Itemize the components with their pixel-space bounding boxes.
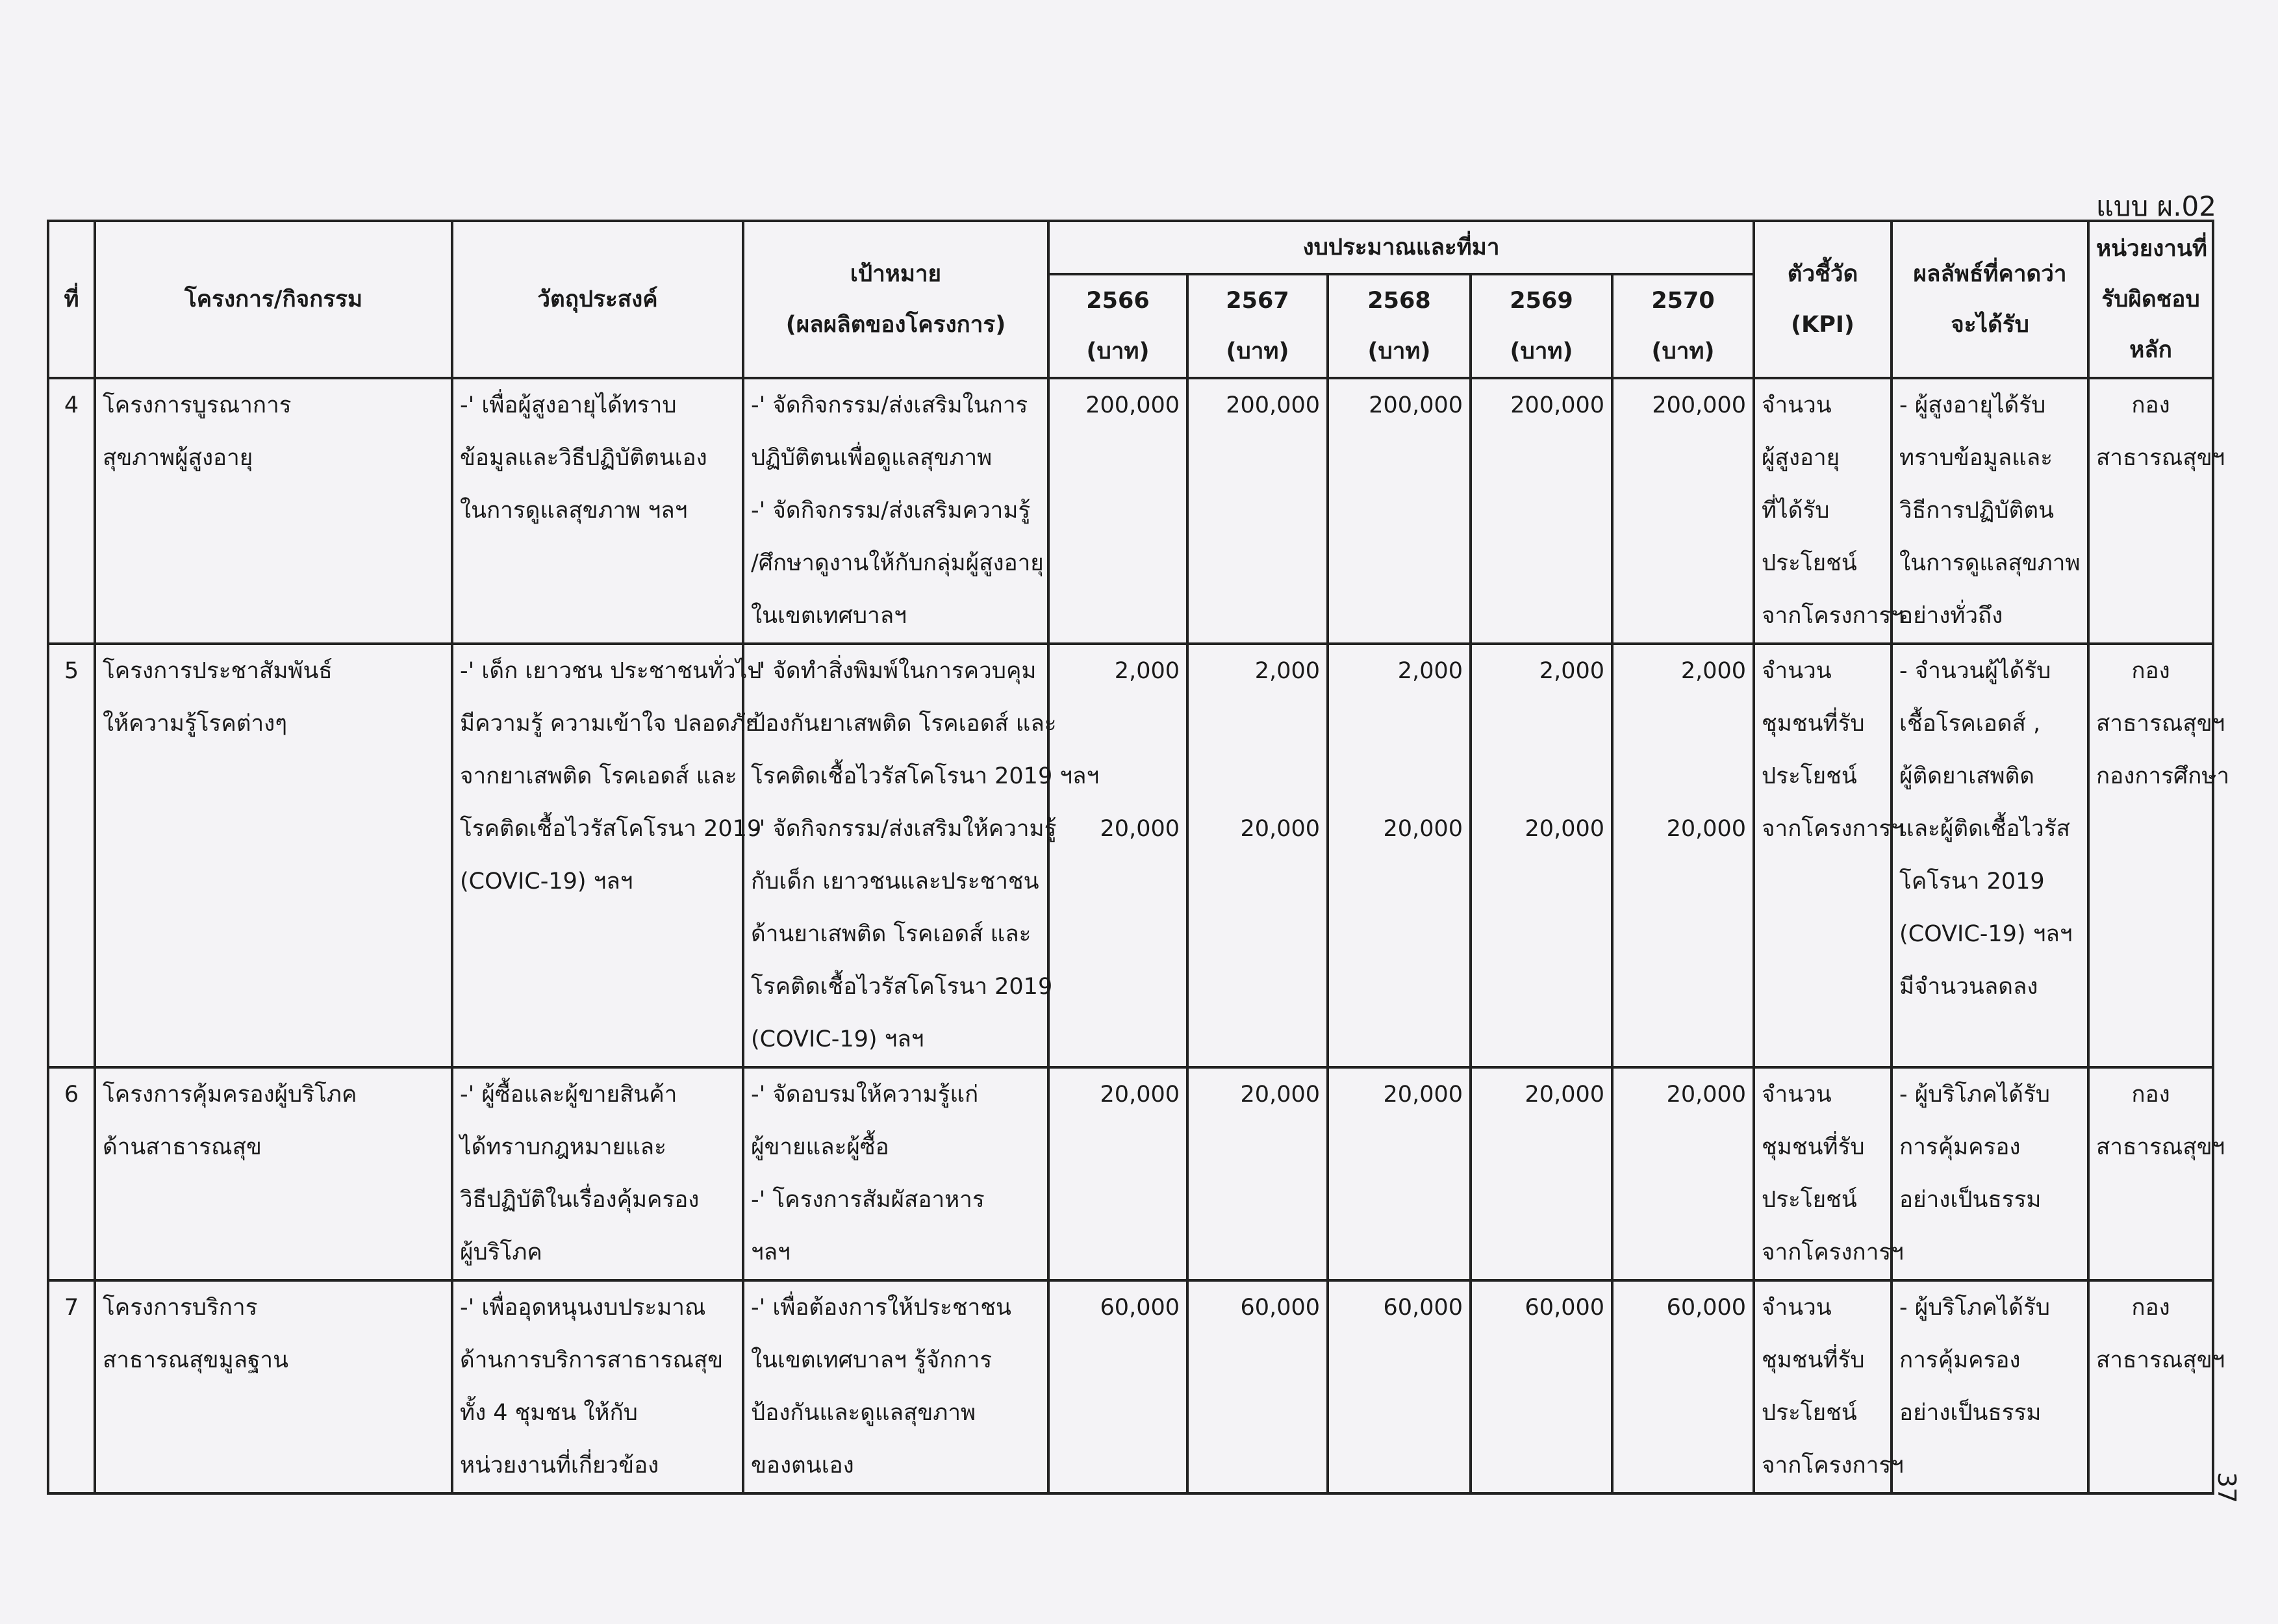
target-cell bbox=[743, 1280, 1048, 1493]
table-row bbox=[48, 1067, 2213, 1280]
result-line: ทราบข้อมูลและ bbox=[1899, 445, 2053, 471]
budget-amount bbox=[1328, 378, 1471, 644]
objective-line: -' เพื่ออุดหนุนงบประมาณ bbox=[460, 1295, 706, 1321]
target-line: ปฏิบัติตนเพื่อดูแลสุขภาพ bbox=[751, 445, 993, 471]
target-cell bbox=[743, 1067, 1048, 1280]
result-cell bbox=[1892, 1067, 2088, 1280]
header-target-line1: เป้าหมาย bbox=[850, 261, 942, 287]
budget-amount-value: 200,000 bbox=[1369, 392, 1463, 418]
result-cell bbox=[1892, 644, 2088, 1067]
target-line: -' จัดกิจกรรม/ส่งเสริมความรู้ bbox=[751, 498, 1031, 524]
kpi-line: จากโครงการฯ bbox=[1762, 1453, 1904, 1478]
header-result bbox=[1892, 221, 2088, 378]
row-number: 7 bbox=[48, 1280, 95, 1493]
objective-line: หน่วยงานที่เกี่ยวข้อง bbox=[460, 1453, 659, 1478]
budget-amount-value: 20,000 bbox=[1100, 1082, 1180, 1108]
project-cell bbox=[95, 1067, 452, 1280]
objective-line: ทั้ง 4 ชุมชน ให้กับ bbox=[460, 1400, 638, 1426]
responsible-unit-line: กองการศึกษา bbox=[2096, 763, 2230, 789]
project-line: สุขภาพผู้สูงอายุ bbox=[103, 445, 253, 471]
result-cell bbox=[1892, 1280, 2088, 1493]
spacer bbox=[1620, 698, 1746, 803]
budget-amount-value: 200,000 bbox=[1510, 392, 1604, 418]
table-row bbox=[48, 1280, 2213, 1493]
header-unit-line3: หลัก bbox=[2129, 337, 2172, 363]
budget-amount bbox=[1328, 1280, 1471, 1493]
budget-amount-value: 60,000 bbox=[1240, 1295, 1320, 1321]
budget-amount bbox=[1048, 378, 1187, 644]
result-line: โคโรนา 2019 bbox=[1899, 869, 2045, 894]
target-line: กับเด็ก เยาวชนและประชาชน bbox=[751, 869, 1039, 894]
target-cell bbox=[743, 644, 1100, 1067]
target-line: /ศึกษาดูงานให้กับกลุ่มผู้สูงอายุ bbox=[751, 550, 1044, 576]
spacer bbox=[1478, 698, 1604, 803]
result-cell bbox=[1892, 378, 2088, 644]
header-kpi-line1: ตัวชี้วัด bbox=[1787, 261, 1858, 287]
objective-line: -' เพื่อผู้สูงอายุได้ทราบ bbox=[460, 392, 677, 418]
result-line: มีจำนวนลดลง bbox=[1899, 974, 2038, 1000]
budget-amount bbox=[1048, 644, 1187, 1067]
table-row bbox=[48, 378, 2213, 644]
project-line: โครงการประชาสัมพันธ์ bbox=[103, 658, 333, 684]
budget-amount-value: 20,000 bbox=[1666, 1082, 1747, 1108]
target-line: ของตนเอง bbox=[751, 1453, 854, 1478]
target-line: ป้องกันและดูแลสุขภาพ bbox=[751, 1400, 976, 1426]
budget-amount-value: 2,000 bbox=[1397, 658, 1463, 684]
budget-amount-value: 20,000 bbox=[1240, 1082, 1320, 1108]
budget-amount-value: 200,000 bbox=[1226, 392, 1320, 418]
budget-amount bbox=[1471, 1067, 1612, 1280]
budget-amount bbox=[1328, 1067, 1471, 1280]
objective-line: จากยาเสพติด โรคเอดส์ และ bbox=[460, 763, 737, 789]
budget-amount bbox=[1048, 1280, 1187, 1493]
target-line: -' เพื่อต้องการให้ประชาชน bbox=[751, 1295, 1011, 1321]
table-header bbox=[48, 221, 2213, 378]
kpi-cell bbox=[1754, 378, 1904, 644]
target-line: ผู้ขายและผู้ซื้อ bbox=[751, 1134, 889, 1160]
header-year-2570: 2570 (บาท) bbox=[1612, 274, 1754, 378]
header-kpi-line2: (KPI) bbox=[1791, 312, 1854, 338]
budget-amount bbox=[1328, 644, 1471, 1067]
kpi-line: จำนวน bbox=[1762, 658, 1832, 684]
result-line: (COVIC-19) ฯลฯ bbox=[1899, 921, 2073, 947]
target-cell bbox=[743, 378, 1048, 644]
budget-amount-value-secondary: 20,000 bbox=[1525, 816, 1604, 842]
header-year-2566: 2566 (บาท) bbox=[1048, 274, 1187, 378]
budget-amount-value: 60,000 bbox=[1666, 1295, 1747, 1321]
kpi-line: จำนวน bbox=[1762, 392, 1832, 418]
page-number: 37 bbox=[2212, 1471, 2241, 1504]
table-body bbox=[48, 378, 2230, 1493]
result-line: ในการดูแลสุขภาพ bbox=[1899, 550, 2081, 576]
objective-cell bbox=[452, 1280, 743, 1493]
budget-amount bbox=[1612, 1280, 1754, 1493]
target-line: ด้านยาเสพติด โรคเอดส์ และ bbox=[751, 921, 1031, 947]
result-line: อย่างเป็นธรรม bbox=[1899, 1400, 2042, 1426]
project-plan-table bbox=[47, 220, 2230, 1495]
kpi-line: ชุมชนที่รับ bbox=[1762, 1134, 1865, 1160]
project-cell bbox=[95, 1280, 452, 1493]
result-line: การคุ้มครอง bbox=[1899, 1347, 2021, 1373]
kpi-line: จำนวน bbox=[1762, 1295, 1832, 1321]
result-line: อย่างทั่วถึง bbox=[1899, 603, 2003, 629]
target-line: ป้องกันยาเสพติด โรคเอดส์ และ bbox=[751, 711, 1057, 737]
result-line: - ผู้บริโภคได้รับ bbox=[1899, 1082, 2050, 1108]
result-line: อย่างเป็นธรรม bbox=[1899, 1187, 2042, 1213]
header-target-line2: (ผลผลิตของโครงการ) bbox=[785, 312, 1006, 338]
budget-amount-value: 20,000 bbox=[1525, 1082, 1604, 1108]
project-line: โครงการบริการ bbox=[103, 1295, 258, 1321]
target-line: -' จัดกิจกรรม/ส่งเสริมในการ bbox=[751, 392, 1028, 418]
kpi-cell bbox=[1754, 1067, 1904, 1280]
responsible-unit-line: กอง bbox=[2131, 392, 2170, 418]
kpi-line: ประโยชน์ bbox=[1762, 763, 1857, 789]
responsible-unit-line: กอง bbox=[2131, 1295, 2170, 1321]
objective-line: ผู้บริโภค bbox=[460, 1239, 542, 1265]
header-result-line1: ผลลัพธ์ที่คาดว่า bbox=[1913, 261, 2067, 287]
responsible-unit-cell bbox=[2088, 1067, 2225, 1280]
project-cell bbox=[95, 644, 452, 1067]
budget-amount bbox=[1612, 644, 1754, 1067]
budget-amount bbox=[1187, 1280, 1328, 1493]
target-line: โรคติดเชื้อไวรัสโคโรนา 2019 ฯลฯ bbox=[751, 763, 1100, 789]
spacer bbox=[1335, 698, 1463, 803]
budget-amount-value: 200,000 bbox=[1085, 392, 1180, 418]
objective-line: ด้านการบริการสาธารณสุข bbox=[460, 1347, 724, 1373]
kpi-line: จากโครงการฯ bbox=[1762, 816, 1904, 842]
header-result-line2: จะได้รับ bbox=[1951, 312, 2029, 338]
objective-line: -' เด็ก เยาวชน ประชาชนทั่วไป bbox=[460, 658, 762, 684]
objective-line: วิธีปฏิบัติในเรื่องคุ้มครอง bbox=[460, 1187, 700, 1213]
budget-amount-value: 60,000 bbox=[1383, 1295, 1463, 1321]
target-line: โรคติดเชื้อไวรัสโคโรนา 2019 bbox=[751, 974, 1053, 1000]
responsible-unit-line: สาธารณสุขฯ bbox=[2096, 1134, 2225, 1160]
target-line: ฯลฯ bbox=[751, 1239, 791, 1265]
header-target bbox=[743, 221, 1048, 378]
responsible-unit-line: สาธารณสุขฯ bbox=[2096, 711, 2225, 737]
budget-amount-value: 2,000 bbox=[1114, 658, 1180, 684]
kpi-line: จำนวน bbox=[1762, 1082, 1832, 1108]
result-line: วิธีการปฏิบัติตน bbox=[1899, 498, 2055, 524]
budget-amount-value: 2,000 bbox=[1539, 658, 1604, 684]
result-line: ผู้ติดยาเสพติด bbox=[1899, 763, 2035, 789]
project-line: ให้ความรู้โรคต่างๆ bbox=[103, 711, 288, 737]
header-unit-line2: รับผิดชอบ bbox=[2101, 286, 2200, 312]
result-line: - จำนวนผู้ได้รับ bbox=[1899, 658, 2051, 684]
row-number: 5 bbox=[48, 644, 95, 1067]
target-line: -' โครงการสัมผัสอาหาร bbox=[751, 1187, 985, 1213]
kpi-line: ผู้สูงอายุ bbox=[1762, 445, 1840, 471]
budget-amount-value-secondary: 20,000 bbox=[1240, 816, 1320, 842]
kpi-line: ชุมชนที่รับ bbox=[1762, 1347, 1865, 1373]
target-line: -' จัดอบรมให้ความรู้แก่ bbox=[751, 1082, 979, 1108]
header-year-2569: 2569 (บาท) bbox=[1471, 274, 1612, 378]
budget-amount bbox=[1612, 1067, 1754, 1280]
budget-amount bbox=[1187, 1067, 1328, 1280]
result-line: การคุ้มครอง bbox=[1899, 1134, 2021, 1160]
objective-line: (COVIC-19) ฯลฯ bbox=[460, 869, 633, 894]
budget-amount bbox=[1048, 1067, 1187, 1280]
kpi-cell bbox=[1754, 644, 1904, 1067]
project-line: โครงการบูรณาการ bbox=[103, 392, 292, 418]
objective-cell bbox=[452, 378, 743, 644]
result-line: - ผู้สูงอายุได้รับ bbox=[1899, 392, 2046, 418]
result-line: เชื้อโรคเอดส์ , bbox=[1899, 711, 2041, 737]
budget-amount-value: 60,000 bbox=[1525, 1295, 1604, 1321]
spacer bbox=[1195, 698, 1320, 803]
objective-line: -' ผู้ซื้อและผู้ขายสินค้า bbox=[460, 1082, 677, 1108]
header-year-2567: 2567 (บาท) bbox=[1187, 274, 1328, 378]
objective-cell bbox=[452, 1067, 743, 1280]
target-line: -' จัดทำสิ่งพิมพ์ในการควบคุม bbox=[751, 658, 1037, 684]
kpi-cell bbox=[1754, 1280, 1904, 1493]
header-budget: งบประมาณและที่มา bbox=[1048, 221, 1754, 274]
budget-amount-value-secondary: 20,000 bbox=[1383, 816, 1463, 842]
budget-amount bbox=[1187, 378, 1328, 644]
row-number: 4 bbox=[48, 378, 95, 644]
kpi-line: ชุมชนที่รับ bbox=[1762, 711, 1865, 737]
budget-amount-value: 20,000 bbox=[1383, 1082, 1463, 1108]
project-cell bbox=[95, 378, 452, 644]
result-line: - ผู้บริโภคได้รับ bbox=[1899, 1295, 2050, 1321]
budget-amount bbox=[1471, 1280, 1612, 1493]
objective-line: โรคติดเชื้อไวรัสโคโรนา 2019 bbox=[460, 816, 762, 842]
target-line: (COVIC-19) ฯลฯ bbox=[751, 1026, 924, 1052]
header-responsible-unit bbox=[2088, 221, 2213, 378]
budget-amount-value: 2,000 bbox=[1254, 658, 1320, 684]
budget-amount-value-secondary: 20,000 bbox=[1666, 816, 1747, 842]
project-line: โครงการคุ้มครองผู้บริโภค bbox=[103, 1082, 357, 1108]
header-year-2568: 2568 (บาท) bbox=[1328, 274, 1471, 378]
responsible-unit-cell bbox=[2088, 644, 2230, 1067]
row-number: 6 bbox=[48, 1067, 95, 1280]
budget-amount-value: 2,000 bbox=[1680, 658, 1747, 684]
form-code: แบบ ผ.02 bbox=[2095, 190, 2216, 222]
responsible-unit-cell bbox=[2088, 378, 2225, 644]
target-line: ในเขตเทศบาลฯ bbox=[751, 603, 907, 629]
kpi-line: ประโยชน์ bbox=[1762, 1187, 1857, 1213]
table-row bbox=[48, 644, 2213, 1067]
budget-amount bbox=[1612, 378, 1754, 644]
header-objective: วัตถุประสงค์ bbox=[452, 221, 743, 378]
header-project: โครงการ/กิจกรรม bbox=[95, 221, 452, 378]
header-no: ที่ bbox=[48, 221, 95, 378]
kpi-line: จากโครงการฯ bbox=[1762, 1239, 1904, 1265]
budget-amount-value: 60,000 bbox=[1100, 1295, 1180, 1321]
project-line: สาธารณสุขมูลฐาน bbox=[103, 1347, 288, 1373]
objective-line: มีความรู้ ความเข้าใจ ปลอดภัย bbox=[460, 711, 759, 737]
responsible-unit-line: สาธารณสุขฯ bbox=[2096, 1347, 2225, 1373]
budget-amount bbox=[1187, 644, 1328, 1067]
kpi-line: ประโยชน์ bbox=[1762, 550, 1857, 576]
budget-amount bbox=[1471, 378, 1612, 644]
header-unit-line1: หน่วยงานที่ bbox=[2096, 236, 2207, 262]
responsible-unit-line: กอง bbox=[2131, 1082, 2170, 1108]
kpi-line: ที่ได้รับ bbox=[1762, 498, 1830, 524]
kpi-line: จากโครงการฯ bbox=[1762, 603, 1904, 629]
objective-line: ในการดูแลสุขภาพ ฯลฯ bbox=[460, 498, 688, 524]
objective-line: ข้อมูลและวิธีปฏิบัติตนเอง bbox=[460, 445, 707, 471]
header-kpi bbox=[1754, 221, 1892, 378]
responsible-unit-line: กอง bbox=[2131, 658, 2170, 684]
budget-amount bbox=[1471, 644, 1612, 1067]
responsible-unit-cell bbox=[2088, 1280, 2225, 1493]
target-line: -' จัดกิจกรรม/ส่งเสริมให้ความรู้ bbox=[751, 816, 1057, 842]
project-line: ด้านสาธารณสุข bbox=[103, 1134, 262, 1160]
kpi-line: ประโยชน์ bbox=[1762, 1400, 1857, 1426]
target-line: ในเขตเทศบาลฯ รู้จักการ bbox=[751, 1347, 993, 1373]
objective-cell bbox=[452, 644, 762, 1067]
budget-amount-value: 200,000 bbox=[1652, 392, 1747, 418]
budget-amount-value-secondary: 20,000 bbox=[1100, 816, 1180, 842]
objective-line: ได้ทราบกฎหมายและ bbox=[460, 1134, 666, 1160]
responsible-unit-line: สาธารณสุขฯ bbox=[2096, 445, 2225, 471]
result-line: และผู้ติดเชื้อไวรัส bbox=[1899, 816, 2070, 842]
